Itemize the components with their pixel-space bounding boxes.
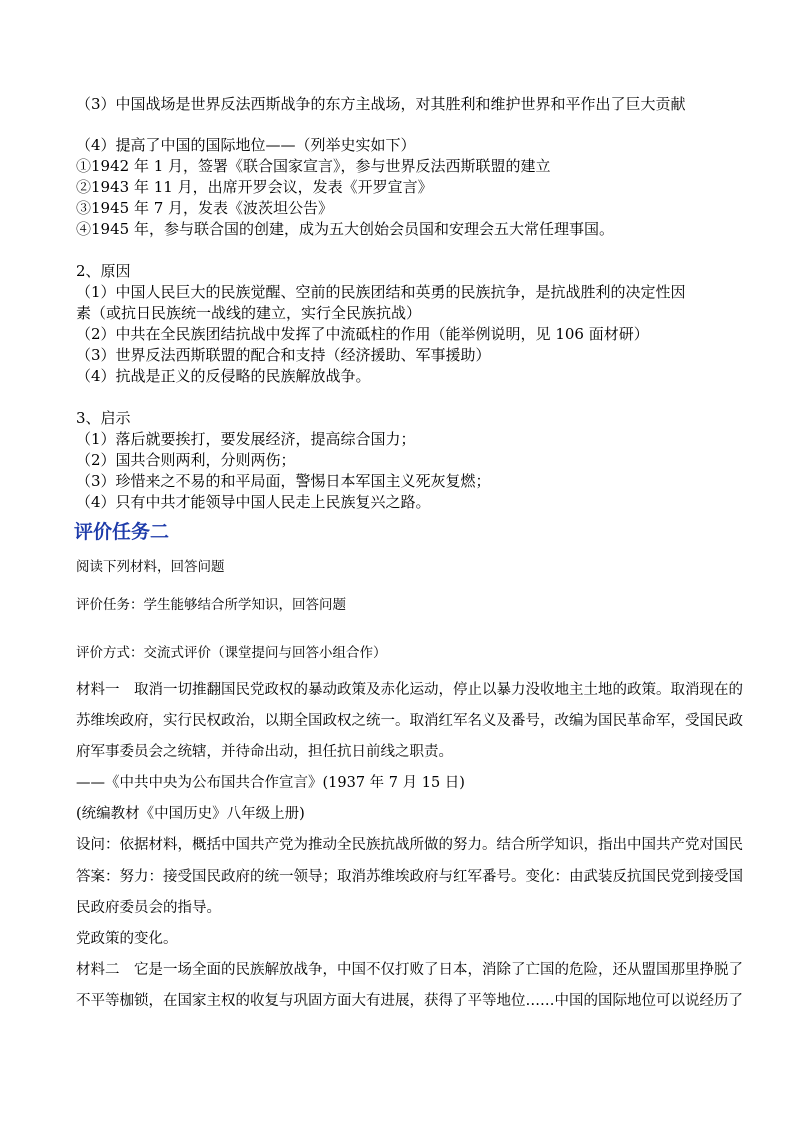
text-line: 素（或抗日民族统一战线的建立，实行全民族抗战） (76, 304, 422, 322)
text-line: ④1945 年，参与联合国的创建，成为五大创始会员国和安理会五大常任理事国。 (76, 220, 614, 238)
evaluation-task-heading: 评价任务二 (74, 521, 170, 543)
source-citation: (统编教材《中国历史》八年级上册) (76, 806, 305, 822)
answer-text: 民政府委员会的指导。 (76, 900, 221, 916)
material-text: 材料二 它是一场全面的民族解放战争，中国不仅打败了日本，消除了亡国的危险，还从盟国那里挣脱了 (76, 962, 743, 978)
text-line: （2）中共在全民族团结抗战中发挥了中流砥柱的作用（能举例说明，见 106 面材研） (76, 325, 649, 343)
text-line: 阅读下列材料，回答问题 (76, 559, 225, 575)
text-line: ③1945 年 7 月，发表《波茨坦公告》 (76, 199, 334, 217)
material-text: 苏维埃政府，实行民权政治，以期全国政权之统一。取消红军名义及番号，改编为国民革命军，受国民政 (76, 713, 743, 729)
text-line: ②1943 年 11 月，出席开罗会议，发表《开罗宣言》 (76, 178, 433, 196)
text-line: 评价方式：交流式评价（课堂提问与回答小组合作） (76, 645, 387, 661)
answer-text: 答案：努力：接受国民政府的统一领导；取消苏维埃政府与红军番号。变化：由武装反抗国民党到接受国 (76, 869, 743, 885)
question-text: 设问：依据材料，概括中国共产党为推动全民族抗战所做的努力。结合所学知识，指出中国共产党对国民 (76, 837, 743, 853)
text-line: （4）抗战是正义的反侵略的民族解放战争。 (76, 367, 371, 385)
text-line: （3）中国战场是世界反法西斯战争的东方主战场，对其胜利和维护世界和平作出了巨大贡献 (76, 95, 686, 113)
source-citation: ——《中共中央为公布国共合作宣言》(1937 年 7 月 15 日) (76, 775, 465, 791)
text-line: （3）世界反法西斯联盟的配合和支持（经济援助、军事援助） (76, 346, 491, 364)
material-text: 材料一 取消一切推翻国民党政权的暴动政策及赤化运动，停止以暴力没收地主土地的政策。取消现在的 (76, 682, 743, 698)
section-title: 2、原因 (76, 262, 131, 280)
material-text: 不平等枷锁，在国家主权的收复与巩固方面大有进展，获得了平等地位……中国的国际地位可以说经历了 (76, 993, 743, 1009)
text-line: （3）珍惜来之不易的和平局面，警惕日本军国主义死灰复燃； (76, 472, 491, 490)
text-line: （1）中国人民巨大的民族觉醒、空前的民族团结和英勇的民族抗争，是抗战胜利的决定性因 (76, 283, 686, 301)
text-line: （1）落后就要挨打，要发展经济，提高综合国力； (76, 430, 416, 448)
text-line: 评价任务：学生能够结合所学知识，回答问题 (76, 597, 346, 613)
text-line: （4）提高了中国的国际地位——（列举史实如下） (76, 136, 416, 154)
text-line: （4）只有中共才能领导中国人民走上民族复兴之路。 (76, 493, 431, 511)
section-title: 3、启示 (76, 409, 131, 427)
text-line: ①1942 年 1 月，签署《联合国家宣言》，参与世界反法西斯联盟的建立 (76, 157, 551, 175)
question-text: 党政策的变化。 (76, 931, 178, 947)
text-line: （2）国共合则两利，分则两伤； (76, 451, 296, 469)
material-text: 府军事委员会之统辖，并待命出动，担任抗日前线之职责。 (76, 744, 453, 760)
